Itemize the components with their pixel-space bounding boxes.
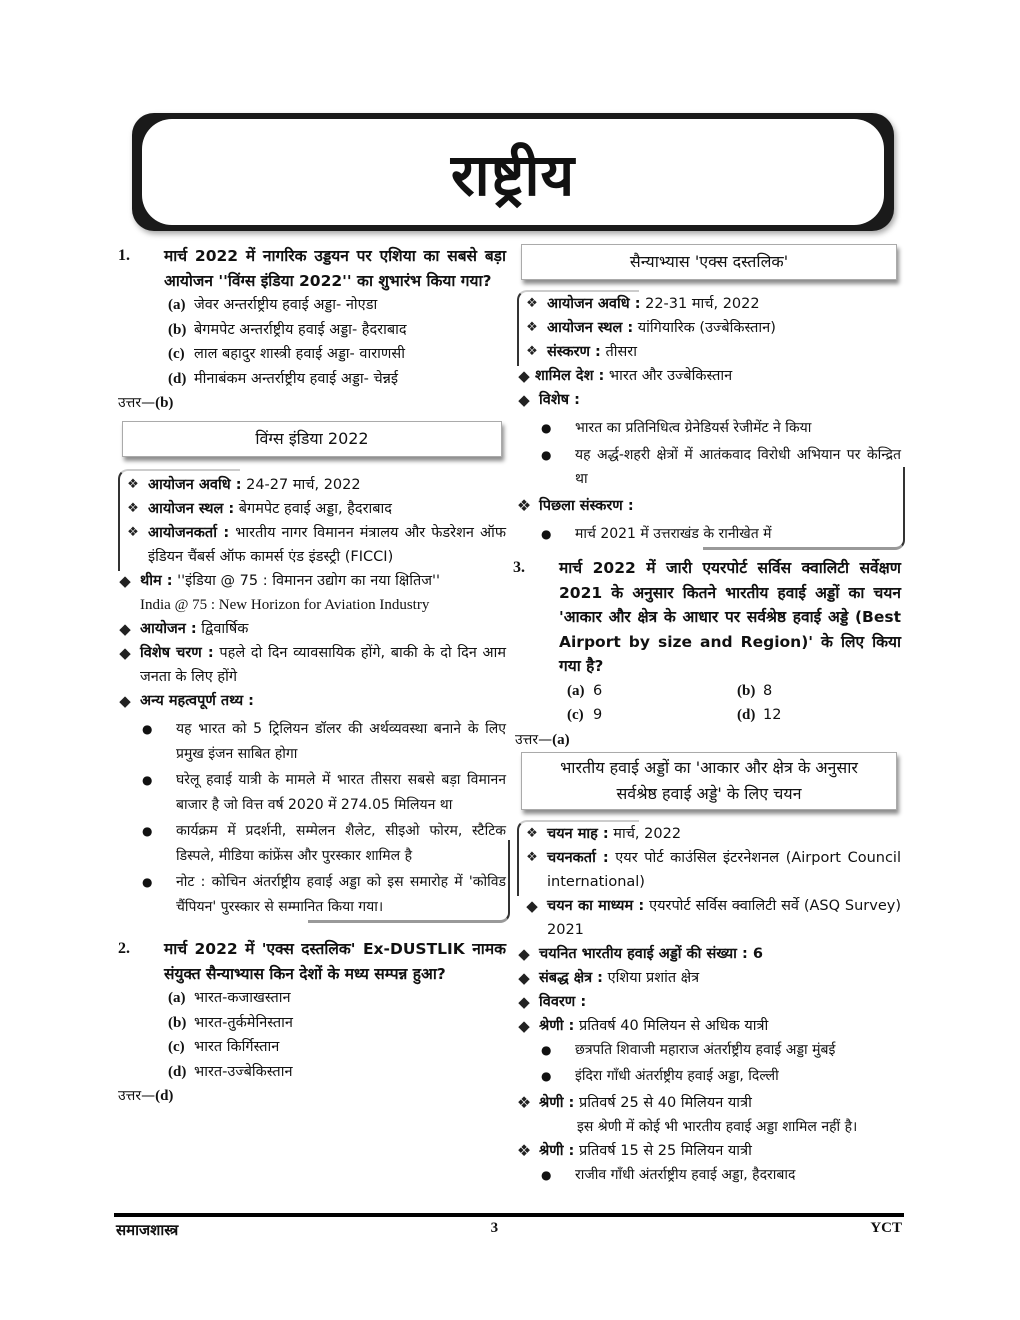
hollow-diamond-icon: ❖ — [526, 344, 538, 359]
question-number: 3. — [513, 559, 525, 576]
option-text: 12 — [763, 707, 782, 723]
solid-diamond-icon: ◆ — [526, 896, 538, 915]
item-value: भारत और उज्बेकिस्तान — [604, 368, 733, 384]
question-3 — [513, 556, 901, 679]
solid-diamond-icon: ◆ — [518, 968, 530, 987]
item-key: अन्य महत्वपूर्ण तथ्य : — [140, 693, 254, 709]
option-text: मीनाबंकम अन्तर्राष्ट्रीय हवाई अड्डा- चेन्नई — [194, 370, 399, 387]
bullet-text: यह अर्द्ध-शहरी क्षेत्रों में आतंकवाद विरोधी अभियान पर केन्द्रित था — [575, 446, 901, 487]
fact-text: यह भारत को 5 ट्रिलियन डॉलर की अर्थव्यवस्था बनाने के लिए प्रमुख इंजन साबित होगा — [176, 721, 506, 762]
item-value: बेगमपेट हवाई अड्डा, हैदराबाद — [234, 501, 392, 517]
option-text: जेवर अन्तर्राष्ट्रीय हवाई अड्डा- नोएडा — [194, 297, 378, 313]
option-text: लाल बहादुर शास्त्री हवाई अड्डा- वाराणसी — [194, 346, 405, 362]
right-column — [513, 244, 901, 1189]
hollow-diamond-icon: ❖ — [127, 525, 139, 540]
option-label: (a) — [168, 990, 186, 1006]
fact-bullet — [118, 819, 506, 868]
category-2-note: इस श्रेणी में कोई भी भारतीय हवाई अड्डा शामिल नहीं है। — [577, 1118, 858, 1135]
item-value: तीसरा — [600, 344, 637, 360]
option-label: (a) — [168, 297, 186, 313]
item-key: श्रेणी : — [539, 1142, 575, 1159]
option-text: भारत-कजाखस्तान — [194, 990, 291, 1006]
fact-bullet — [118, 870, 506, 919]
option-label: (d) — [168, 370, 187, 387]
chapter-banner-inner — [142, 119, 884, 225]
item-key: चयनित भारतीय हवाई अड्डों की संख्या : — [539, 945, 748, 962]
event-item — [110, 617, 506, 641]
item-key: थीम : — [140, 573, 173, 589]
bullet-icon: ● — [541, 526, 552, 541]
solid-diamond-icon: ◆ — [518, 1016, 530, 1035]
bracketed-list — [517, 820, 901, 894]
option-text: भारत-तुर्कमेनिस्तान — [194, 1014, 293, 1031]
phase-item — [110, 641, 506, 689]
section-box-heading: सैन्याभ्यास 'एक्स दस्तलिक' — [521, 244, 897, 280]
item-key: आयोजनकर्ता : — [148, 525, 230, 541]
question-number: 2. — [118, 940, 130, 957]
hollow-diamond-icon: ❖ — [127, 477, 139, 492]
hollow-diamond-icon: ❖ — [526, 320, 538, 335]
theme-item — [110, 569, 506, 593]
answer-prefix: उत्तर— — [118, 395, 156, 411]
option-label: (c) — [168, 1039, 185, 1055]
solid-diamond-icon: ◆ — [119, 692, 131, 710]
footer-divider — [114, 1213, 904, 1217]
fact-text: कार्यक्रम में प्रदर्शनी, सम्मेलन शैलेट, सीइओ फोरम, स्टैटिक डिस्पले, मीडिया कांफ्रेंस और पुरस्कार शामिल है — [176, 823, 506, 864]
item-value: प्रतिवर्ष 15 से 25 मिलियन यात्री — [574, 1142, 752, 1159]
item-key: आयोजन अवधि : — [547, 296, 641, 312]
question-text: मार्च 2022 में 'एक्स दस्तलिक' Ex-DUSTLIK नामक संयुक्त सैन्याभ्यास किन देशों के मध्य सम्पन्न हुआ? — [164, 940, 506, 983]
bullet-icon: ● — [142, 824, 153, 838]
question-text: मार्च 2022 में जारी एयरपोर्ट सर्विस क्वालिटी सर्वेक्षण 2021 के अनुसार कितने भारतीय हवाई अड्डों का चयन 'आकार और क्षेत्र के आधार पर सर्वश्रेष्ठ हवाई अड्डे (Best Airport by size and Region)' के लिए किया गया है? — [559, 559, 901, 675]
answer-value: (a) — [552, 731, 570, 748]
option-a — [168, 986, 506, 1011]
hollow-diamond-icon: ❖ — [526, 825, 538, 841]
category-3-item — [509, 1139, 901, 1163]
bullet-text: भारत का प्रतिनिधित्व ग्रेनेडियर्स रेजीमेंट ने किया — [575, 420, 812, 436]
info-item — [517, 846, 901, 894]
info-item — [517, 822, 901, 846]
question-3-options — [517, 679, 901, 728]
answer-prefix: उत्तर— — [515, 731, 553, 748]
solid-diamond-icon: ◆ — [518, 944, 530, 963]
bullet-icon: ● — [541, 1042, 552, 1057]
bullet-icon: ● — [142, 722, 153, 736]
count-item — [509, 942, 901, 966]
item-key: चयन का माध्यम : — [547, 897, 645, 914]
answer-line — [118, 391, 506, 415]
item-key: आयोजन स्थल : — [547, 320, 634, 336]
bracketed-list — [517, 290, 901, 364]
question-2 — [118, 937, 506, 986]
bullet-text: मार्च 2021 में उत्तराखंड के रानीखेत में — [575, 525, 772, 542]
option-b — [168, 1011, 506, 1036]
solid-diamond-icon: ◆ — [119, 644, 131, 662]
bullet-text: राजीव गाँधी अंतर्राष्ट्रीय हवाई अड्डा, हैदराबाद — [575, 1166, 796, 1183]
section-box-heading: भारतीय हवाई अड्डों का 'आकार और क्षेत्र के अनुसार सर्वश्रेष्ठ हवाई अड्डे' के लिए चयन — [521, 752, 897, 810]
solid-diamond-icon: ◆ — [518, 367, 530, 385]
option-text: 8 — [763, 682, 773, 699]
bullet-text: इंदिरा गाँधी अंतर्राष्ट्रीय हवाई अड्डा, दिल्ली — [575, 1068, 779, 1084]
answer-line — [515, 728, 901, 752]
bullet-text: छत्रपति शिवाजी महाराज अंतर्राष्ट्रीय हवाई अड्डा मुंबई — [575, 1041, 836, 1058]
option-text: बेगमपेट अन्तर्राष्ट्रीय हवाई अड्डा- हैदराबाद — [194, 321, 407, 338]
option-b — [168, 318, 506, 343]
item-key: आयोजन स्थल : — [148, 501, 235, 517]
countries-item — [513, 364, 901, 388]
page-number: 3 — [490, 1220, 499, 1236]
option-text: भारत-उज्बेकिस्तान — [194, 1063, 293, 1080]
option-a — [168, 293, 506, 318]
option-text: 6 — [593, 682, 603, 699]
answer-value: (d) — [155, 1088, 174, 1104]
item-value: प्रतिवर्ष 25 से 40 मिलियन यात्री — [574, 1094, 752, 1111]
airport-bullet — [517, 1064, 901, 1089]
option-label: (d) — [737, 707, 756, 723]
item-value: एयर पोर्ट काउंसिल इंटरनेशनल (Airport Council international) — [547, 849, 901, 890]
option-a — [567, 679, 737, 704]
info-item — [517, 340, 901, 364]
info-item — [517, 316, 901, 340]
info-item — [118, 473, 506, 497]
answer-prefix: उत्तर— — [118, 1088, 156, 1104]
item-value: 22-31 मार्च, 2022 — [640, 296, 760, 312]
item-key: शामिल देश : — [535, 368, 605, 384]
solid-diamond-icon: ◆ — [518, 992, 530, 1011]
option-label: (a) — [567, 682, 585, 699]
category-1-item — [509, 1014, 901, 1038]
option-label: (b) — [168, 1014, 187, 1031]
item-key: विवरण : — [539, 993, 587, 1010]
prev-edition-item — [509, 494, 901, 518]
answer-value: (b) — [155, 395, 174, 411]
option-c — [168, 342, 506, 367]
bullet-icon: ● — [142, 773, 153, 787]
item-key: विशेष चरण : — [140, 645, 214, 661]
airport-bullet — [517, 1038, 901, 1063]
footer-publisher: YCT — [870, 1220, 902, 1236]
option-label: (c) — [567, 707, 584, 723]
item-key: चयनकर्ता : — [547, 849, 609, 866]
item-value: एशिया प्रशांत क्षेत्र — [602, 969, 700, 986]
hollow-diamond-icon: ❖ — [516, 1140, 532, 1160]
hollow-diamond-icon: ❖ — [127, 501, 139, 516]
fact-bullet — [118, 768, 506, 817]
answer-line — [118, 1084, 506, 1108]
hollow-diamond-icon: ❖ — [526, 849, 538, 865]
fact-text: नोट : कोचिन अंतर्राष्ट्रीय हवाई अड्डा को इस समारोह में 'कोविड चैंपियन' पुरस्कार से सम्मानित किया गया। — [176, 874, 506, 915]
bullet-icon: ● — [541, 1069, 552, 1083]
page-footer — [116, 1220, 902, 1240]
item-key: संस्करण : — [547, 344, 601, 360]
option-text: भारत किर्गिस्तान — [194, 1039, 280, 1055]
special-bullet — [517, 443, 901, 492]
option-c — [168, 1035, 506, 1060]
item-value: भारतीय नागर विमानन मंत्रालय और फेडरेशन ऑफ इंडियन चैंबर्स ऑफ कामर्स एंड इंडस्ट्री (FICCI) — [148, 525, 506, 565]
info-item — [118, 497, 506, 521]
bullet-icon: ● — [541, 447, 552, 462]
fact-text: घरेलू हवाई यात्री के मामले में भारत तीसरा सबसे बड़ा विमानन बाजार है जो वित्त वर्ष 2020 में 274.05 मिलियन था — [176, 772, 506, 813]
option-label: (b) — [168, 321, 187, 338]
bullet-icon: ● — [142, 875, 153, 889]
item-key: आयोजन : — [140, 621, 197, 637]
item-value: पहले दो दिन व्यावसायिक होंगे, बाकी के दो दिन आम जनता के लिए होंगे — [140, 645, 506, 685]
item-value: मार्च, 2022 — [608, 825, 682, 842]
item-value: ''इंडिया @ 75 : विमानन उद्योग का नया क्षितिज'' — [172, 573, 440, 589]
info-item — [118, 521, 506, 569]
bullet-icon: ● — [541, 421, 552, 435]
bullet-icon: ● — [541, 1167, 552, 1182]
footer-subject: समाजशास्त्र — [116, 1223, 179, 1239]
left-column — [118, 244, 506, 1108]
item-key: विशेष : — [539, 392, 580, 408]
details-item — [509, 990, 901, 1014]
question-text: मार्च 2022 में नागरिक उड्डयन पर एशिया का सबसे बड़ा आयोजन ''विंग्स इंडिया 2022'' का शुभारंभ किया गया? — [164, 247, 506, 290]
question-number: 1. — [118, 247, 130, 264]
facts-list — [118, 717, 506, 919]
medium-item — [517, 894, 901, 942]
option-text: 9 — [593, 707, 603, 723]
special-item — [509, 388, 901, 412]
category-2-item — [509, 1091, 901, 1115]
chapter-title: राष्ट्रीय — [450, 140, 576, 209]
hollow-diamond-icon: ❖ — [526, 296, 538, 311]
item-key: पिछला संस्करण : — [539, 497, 634, 514]
bracketed-list — [118, 469, 506, 569]
item-value: यांगियारिक (उज्बेकिस्तान) — [633, 320, 776, 336]
question-1-options — [118, 293, 506, 391]
item-key: श्रेणी : — [539, 1017, 575, 1034]
hollow-diamond-icon: ❖ — [516, 495, 532, 515]
option-b — [737, 679, 887, 704]
option-d — [737, 703, 887, 728]
option-label: (d) — [168, 1063, 187, 1080]
solid-diamond-icon: ◆ — [119, 620, 131, 638]
solid-diamond-icon: ◆ — [119, 572, 131, 590]
item-value: 24-27 मार्च, 2022 — [241, 477, 361, 493]
theme-english: India @ 75 : New Horizon for Aviation Industry — [140, 597, 430, 613]
section-box-heading: विंग्स इंडिया 2022 — [122, 421, 502, 457]
item-value: द्विवार्षिक — [196, 621, 249, 637]
question-1 — [118, 244, 506, 293]
prev-bullet — [517, 522, 901, 547]
item-key: संबद्ध क्षेत्र : — [539, 969, 603, 986]
item-key: आयोजन अवधि : — [148, 477, 242, 493]
item-key: चयन माह : — [547, 825, 609, 842]
option-d — [168, 1060, 506, 1085]
special-bullet — [517, 416, 901, 441]
hollow-diamond-icon: ❖ — [516, 1092, 532, 1112]
airport-bullet — [517, 1163, 901, 1188]
option-c — [567, 703, 737, 728]
special-list — [517, 416, 901, 546]
region-item — [509, 966, 901, 990]
option-label: (b) — [737, 682, 756, 699]
item-value: एयरपोर्ट सर्विस क्वालिटी सर्वे (ASQ Survey) 2021 — [547, 897, 901, 938]
solid-diamond-icon: ◆ — [518, 391, 530, 409]
item-value: प्रतिवर्ष 40 मिलियन से अधिक यात्री — [574, 1017, 769, 1034]
item-key: श्रेणी : — [539, 1094, 575, 1111]
chapter-banner — [132, 113, 894, 231]
item-value: 6 — [747, 945, 763, 962]
facts-item — [110, 689, 506, 713]
info-item — [517, 292, 901, 316]
fact-bullet — [118, 717, 506, 766]
option-label: (c) — [168, 346, 185, 362]
option-d — [168, 367, 506, 392]
question-2-options — [118, 986, 506, 1084]
